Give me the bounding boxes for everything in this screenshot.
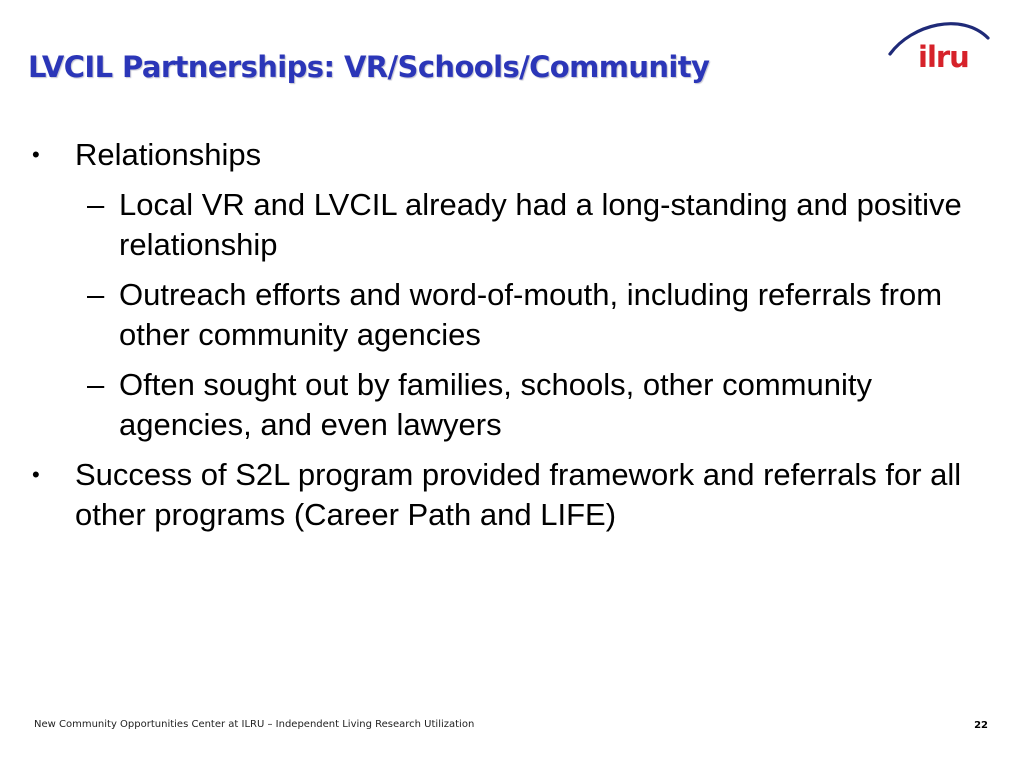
page-number: 22: [974, 720, 988, 731]
sub-bullet-text: Outreach efforts and word-of-mouth, including referrals from other community agencies: [119, 277, 943, 352]
bullet-item: [32, 455, 982, 535]
sub-bullet-text: Local VR and LVCIL already had a long-standing and positive relationship: [119, 187, 962, 262]
sub-bullet-item: [32, 185, 982, 265]
ilru-logo: [884, 14, 994, 76]
sub-bullet-item: [32, 275, 982, 355]
bullet-marker: •: [32, 142, 40, 167]
logo-text: ilru: [918, 40, 969, 74]
bullet-item: [32, 135, 982, 175]
bullet-list: [32, 135, 982, 545]
sub-bullet-marker: –: [87, 367, 105, 402]
bullet-text: Relationships: [75, 137, 262, 172]
bullet-marker: •: [32, 462, 40, 487]
sub-bullet-item: [32, 365, 982, 445]
bullet-text: Success of S2L program provided framework and referrals for all other programs (Career Path and LIFE): [75, 457, 962, 532]
sub-bullet-marker: –: [87, 277, 105, 312]
slide-footer: New Community Opportunities Center at ILRU – Independent Living Research Utilization: [34, 719, 475, 730]
sub-bullet-marker: –: [87, 187, 105, 222]
slide-title: LVCIL Partnerships: VR/Schools/Community: [28, 50, 710, 84]
sub-bullet-text: Often sought out by families, schools, other community agencies, and even lawyers: [119, 367, 872, 442]
